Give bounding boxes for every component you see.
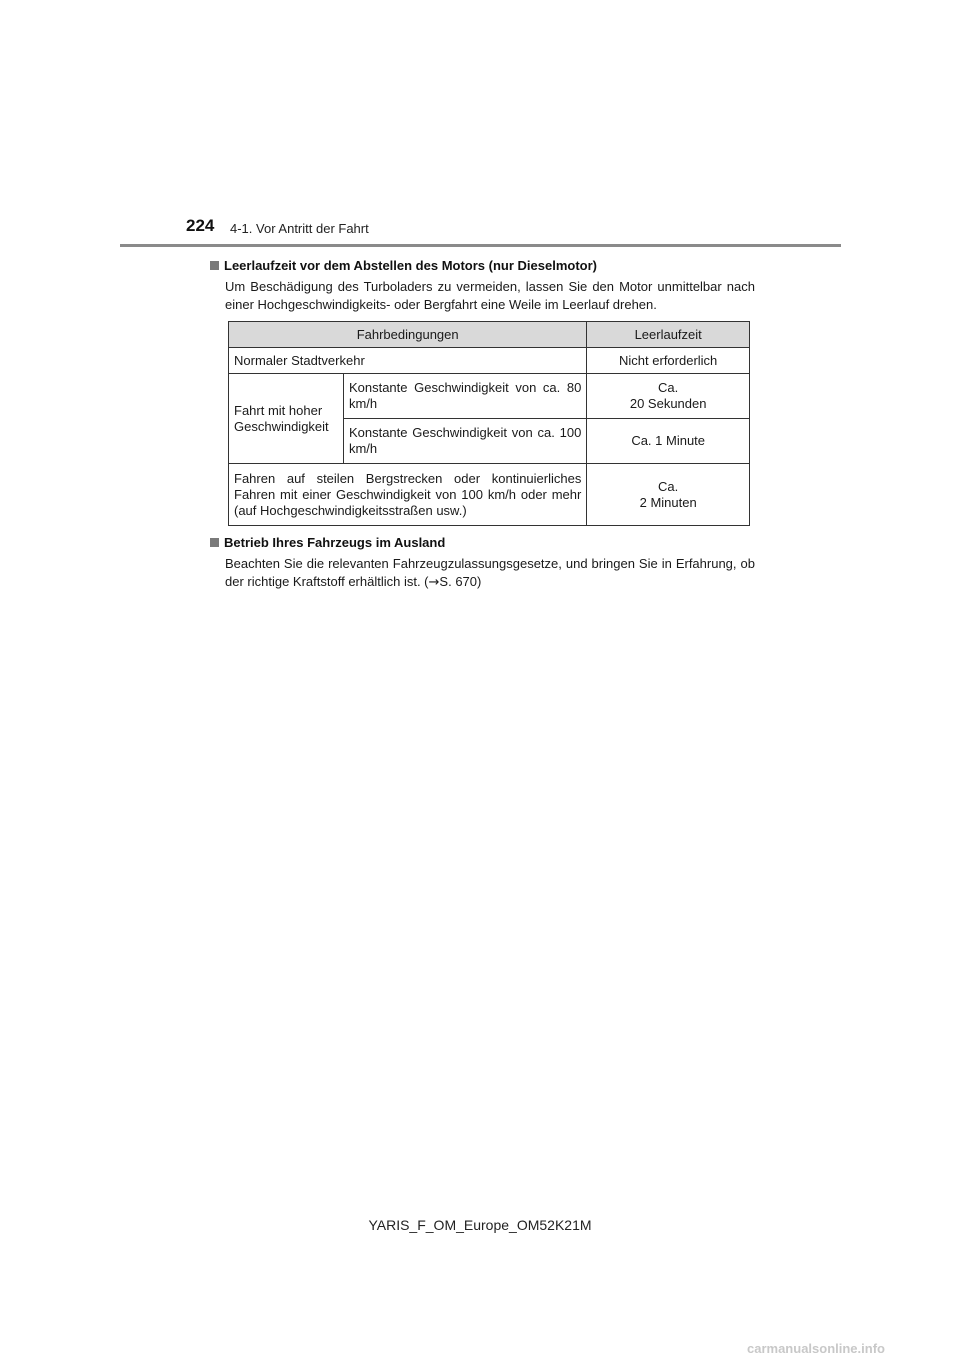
header-divider bbox=[120, 244, 841, 247]
cell-idle: Nicht erforderlich bbox=[587, 348, 750, 374]
col-header-idle: Leerlaufzeit bbox=[587, 322, 750, 348]
page-number: 224 bbox=[186, 216, 215, 235]
cell-idle bbox=[587, 374, 750, 419]
square-bullet-icon bbox=[210, 261, 219, 270]
cell-idle bbox=[587, 464, 750, 526]
section-heading-text: Leerlaufzeit vor dem Abstellen des Motors (nur Dieselmotor) bbox=[224, 257, 597, 273]
cell-condition: Normaler Stadtverkehr bbox=[229, 348, 587, 374]
table-header-row bbox=[229, 322, 750, 348]
section-heading-idle bbox=[210, 256, 755, 274]
arrow-right-icon: → bbox=[428, 575, 440, 590]
table-row bbox=[229, 464, 750, 526]
watermark: carmanualsonline.info bbox=[747, 1341, 885, 1356]
page-reference-link[interactable]: S. 670) bbox=[439, 574, 482, 589]
cell-condition: Fahren auf steilen Bergstrecken oder kontinuierliches Fahren mit einer Geschwindigkeit von 100 km/h oder mehr (auf Hochgeschwindigkeitsstraßen usw.) bbox=[229, 464, 587, 526]
section-idle-time bbox=[210, 256, 755, 314]
section-abroad bbox=[210, 533, 755, 592]
cell-group: Fahrt mit hoher Geschwindigkeit bbox=[229, 374, 344, 464]
section-body-abroad bbox=[225, 555, 755, 592]
section-heading-abroad bbox=[210, 533, 755, 551]
cell-condition: Konstante Geschwindigkeit von ca. 80 km/h bbox=[343, 374, 586, 419]
section-heading-text: Betrieb Ihres Fahrzeugs im Ausland bbox=[224, 534, 446, 550]
idle-line: 20 Sekunden bbox=[629, 396, 707, 411]
idle-line: Ca. bbox=[658, 478, 679, 494]
table-row bbox=[229, 374, 750, 419]
body-text: Beachten Sie die relevanten Fahrzeugzulassungsgesetze, und bringen Sie in Erfahrung, ob der richtige Kraftstoff erhältlich ist. ( bbox=[225, 556, 755, 589]
idle-line: Ca. bbox=[658, 380, 679, 395]
idle-time-table bbox=[228, 321, 750, 526]
cell-idle: Ca. 1 Minute bbox=[587, 419, 750, 464]
chapter-title: 4-1. Vor Antritt der Fahrt bbox=[230, 221, 369, 236]
col-header-conditions: Fahrbedingungen bbox=[229, 322, 587, 348]
table-row bbox=[229, 348, 750, 374]
square-bullet-icon bbox=[210, 538, 219, 547]
section-body-idle: Um Beschädigung des Turboladers zu vermeiden, lassen Sie den Motor unmittelbar nach einer Hochgeschwindigkeits- oder Bergfahrt eine Weile im Leerlauf drehen. bbox=[225, 279, 755, 312]
footer-doc-id: YARIS_F_OM_Europe_OM52K21M bbox=[368, 1217, 592, 1233]
cell-condition: Konstante Geschwindigkeit von ca. 100 km/h bbox=[343, 419, 586, 464]
idle-line: 2 Minuten bbox=[639, 494, 697, 510]
